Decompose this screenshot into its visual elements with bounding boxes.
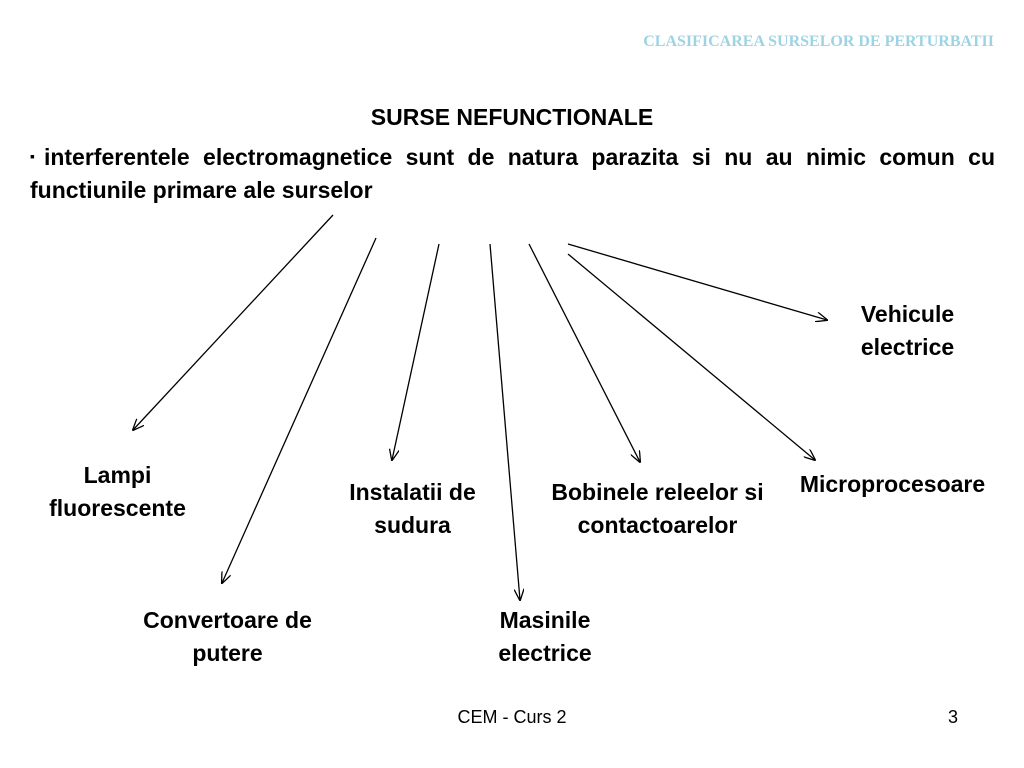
bullet-text: interferentele electromagnetice sunt de natura parazita si nu au nimic comun cu functiunile primare ale surselor xyxy=(30,144,995,203)
arrow-instalatii xyxy=(392,244,439,460)
arrow-masinile xyxy=(490,244,520,600)
section-title: SURSE NEFUNCTIONALE xyxy=(370,104,654,130)
node-bobinele-releelor: Bobinele releelor si contactoarelor xyxy=(551,479,764,538)
node-microprocesoare: Microprocesoare xyxy=(799,471,986,497)
arrow-lampi xyxy=(133,215,333,430)
node-vehicule-electrice: Vehicule electrice xyxy=(860,301,955,360)
bullet-square-icon: ▪ xyxy=(30,148,42,164)
footer-page-number: 3 xyxy=(948,707,959,727)
footer-course: CEM - Curs 2 xyxy=(457,707,567,727)
arrow-bobinele xyxy=(529,244,640,462)
node-lampi-fluorescente: Lampi fluorescente xyxy=(49,462,186,521)
node-instalatii-de-sudura: Instalatii de sudura xyxy=(349,479,476,538)
arrow-microprocesoare xyxy=(568,254,815,460)
arrow-vehicule xyxy=(568,244,827,320)
slide-header-title: CLASIFICAREA SURSELOR DE PERTURBATII xyxy=(643,33,994,50)
node-convertoare-de-putere: Convertoare de putere xyxy=(143,607,312,666)
node-masinile-electrice: Masinile electrice xyxy=(498,607,592,666)
